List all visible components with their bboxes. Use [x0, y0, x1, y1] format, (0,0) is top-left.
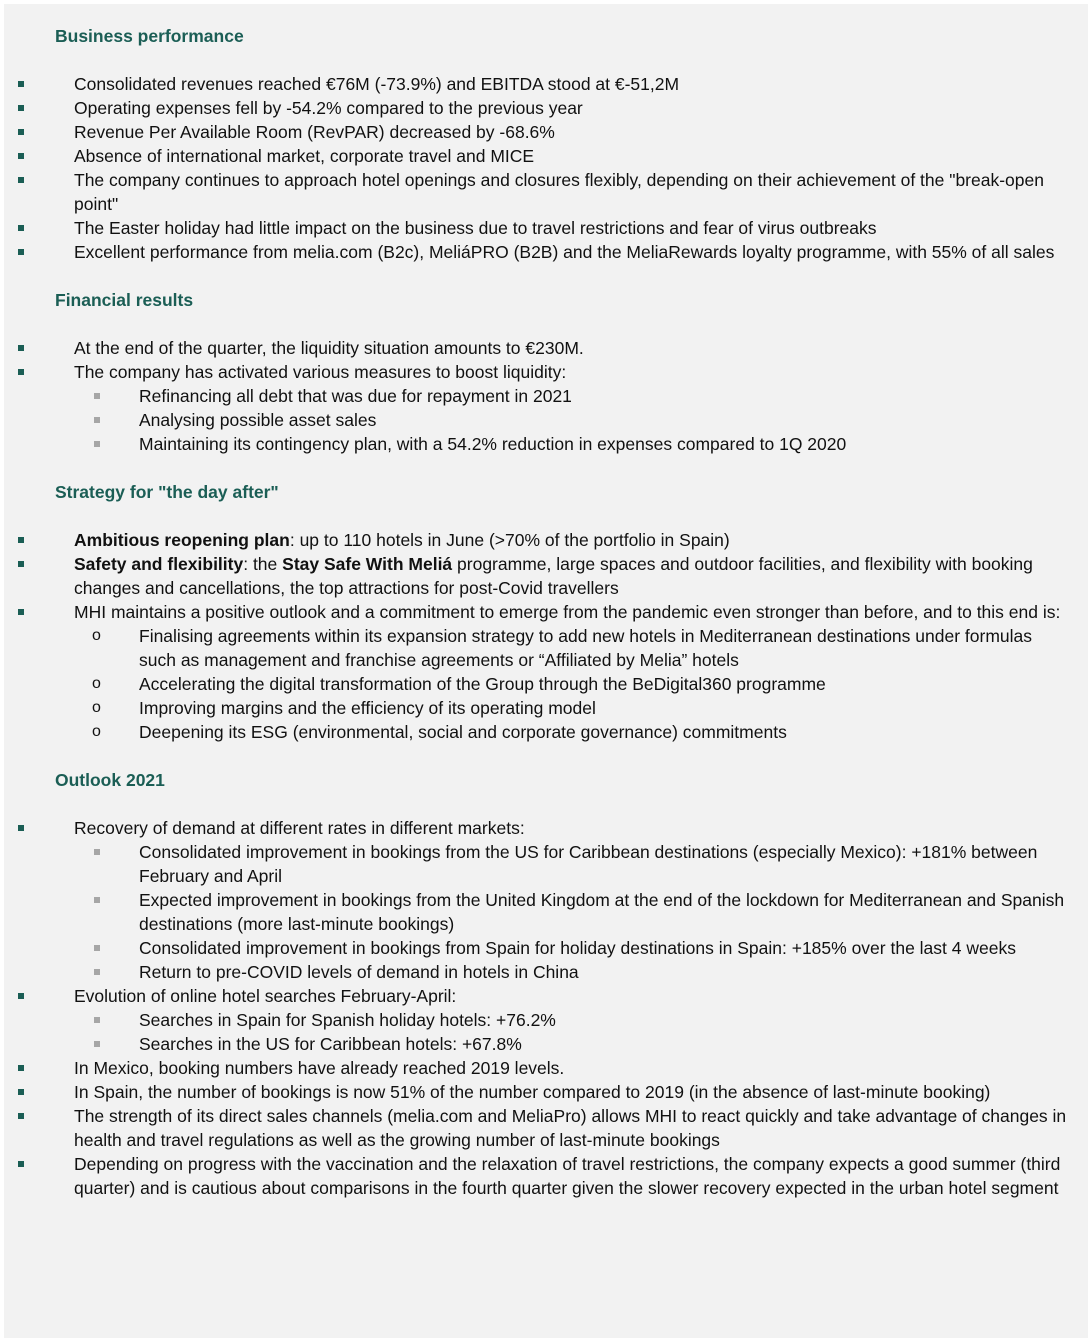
list-item: Recovery of demand at different rates in different markets:	[74, 816, 1078, 840]
sub-list-item: Searches in Spain for Spanish holiday hotels: +76.2%	[139, 1008, 1068, 1032]
square-bullet-icon	[18, 225, 24, 231]
list-item: In Spain, the number of bookings is now 51% of the number compared to 2019 (in the absence of last-minute booking)	[74, 1080, 1078, 1104]
square-bullet-icon	[18, 825, 24, 831]
square-bullet-icon	[18, 1161, 24, 1167]
list-item: Safety and flexibility: the Stay Safe With Meliá programme, large spaces and outdoor facilities, and flexibility with booking changes and cancellations, the top attractions for post-Covid travellers	[74, 552, 1078, 600]
list-item: At the end of the quarter, the liquidity situation amounts to €230M.	[74, 336, 1078, 360]
list-item: Operating expenses fell by -54.2% compared to the previous year	[74, 96, 1078, 120]
circle-bullet-icon: o	[92, 627, 101, 644]
square-bullet-icon	[18, 561, 24, 567]
square-bullet-icon	[94, 1017, 100, 1023]
square-bullet-icon	[94, 969, 100, 975]
square-bullet-icon	[18, 537, 24, 543]
section-title-strategy: Strategy for "the day after"	[55, 482, 279, 502]
document-content	[4, 24, 1088, 1200]
sub-list-item: Analysing possible asset sales	[139, 408, 1068, 432]
sub-list-item: Searches in the US for Caribbean hotels: +67.8%	[139, 1032, 1068, 1056]
square-bullet-icon	[94, 945, 100, 951]
square-bullet-icon	[18, 105, 24, 111]
list-item: MHI maintains a positive outlook and a commitment to emerge from the pandemic even stronger than before, and to this end is:	[74, 600, 1078, 624]
list-item: Revenue Per Available Room (RevPAR) decreased by -68.6%	[74, 120, 1078, 144]
sub-list-item: o Improving margins and the efficiency of its operating model	[92, 698, 596, 718]
sub-list-item: o Deepening its ESG (environmental, social and corporate governance) commitments	[92, 722, 787, 742]
section-title-business-performance: Business performance	[55, 26, 244, 46]
list-item: Consolidated revenues reached €76M (-73.9%) and EBITDA stood at €-51,2M	[74, 72, 1078, 96]
square-bullet-icon	[18, 369, 24, 375]
square-bullet-icon	[94, 417, 100, 423]
square-bullet-icon	[18, 1089, 24, 1095]
square-bullet-icon	[18, 153, 24, 159]
square-bullet-icon	[94, 897, 100, 903]
circle-bullet-icon: o	[92, 675, 101, 692]
square-bullet-icon	[18, 345, 24, 351]
square-bullet-icon	[18, 1065, 24, 1071]
square-bullet-icon	[18, 249, 24, 255]
circle-bullet-icon: o	[92, 723, 101, 740]
sub-list-item: o Finalising agreements within its expansion strategy to add new hotels in Mediterranean destinations under formulas such as management and franchise agreements or “Affiliated by Melia” hotels	[92, 626, 1032, 670]
list-item: The company has activated various measures to boost liquidity:	[74, 360, 1078, 384]
sub-list-item: Return to pre-COVID levels of demand in hotels in China	[139, 960, 1068, 984]
square-bullet-icon	[18, 993, 24, 999]
document-page	[4, 4, 1088, 1338]
square-bullet-icon	[18, 1113, 24, 1119]
list-item: The Easter holiday had little impact on the business due to travel restrictions and fear of virus outbreaks	[74, 216, 1078, 240]
square-bullet-icon	[94, 849, 100, 855]
sub-list-item: Consolidated improvement in bookings from the US for Caribbean destinations (especially Mexico): +181% between February and April	[139, 840, 1068, 888]
circle-bullet-icon: o	[92, 699, 101, 716]
section-title-outlook-2021: Outlook 2021	[55, 770, 165, 790]
square-bullet-icon	[94, 1041, 100, 1047]
square-bullet-icon	[18, 129, 24, 135]
square-bullet-icon	[18, 177, 24, 183]
sub-list-item: Expected improvement in bookings from the United Kingdom at the end of the lockdown for Mediterranean and Spanish destinations (more last-minute bookings)	[139, 888, 1068, 936]
sub-list-item: Refinancing all debt that was due for repayment in 2021	[139, 384, 1068, 408]
list-item: Ambitious reopening plan: up to 110 hotels in June (>70% of the portfolio in Spain)	[74, 528, 1078, 552]
section-title-financial-results: Financial results	[55, 290, 194, 310]
square-bullet-icon	[18, 81, 24, 87]
list-item: Depending on progress with the vaccination and the relaxation of travel restrictions, the company expects a good summer (third quarter) and is cautious about comparisons in the fourth quarter given the slower recovery expected in the urban hotel segment	[74, 1152, 1078, 1200]
sub-list-item: Consolidated improvement in bookings from Spain for holiday destinations in Spain: +185% over the last 4 weeks	[139, 936, 1068, 960]
list-item: The company continues to approach hotel openings and closures flexibly, depending on their achievement of the "break-open point"	[74, 168, 1078, 216]
list-item: The strength of its direct sales channels (melia.com and MeliaPro) allows MHI to react quickly and take advantage of changes in health and travel regulations as well as the growing number of last-minute bookings	[74, 1104, 1078, 1152]
list-item: Evolution of online hotel searches February-April:	[74, 984, 1078, 1008]
square-bullet-icon	[94, 393, 100, 399]
sub-list-item: o Accelerating the digital transformation of the Group through the BeDigital360 programme	[92, 674, 826, 694]
list-item: Excellent performance from melia.com (B2c), MeliáPRO (B2B) and the MeliaRewards loyalty programme, with 55% of all sales	[74, 240, 1078, 264]
list-item: Absence of international market, corporate travel and MICE	[74, 144, 1078, 168]
square-bullet-icon	[18, 609, 24, 615]
list-item: In Mexico, booking numbers have already reached 2019 levels.	[74, 1056, 1078, 1080]
square-bullet-icon	[94, 441, 100, 447]
sub-list-item: Maintaining its contingency plan, with a 54.2% reduction in expenses compared to 1Q 2020	[139, 432, 1068, 456]
